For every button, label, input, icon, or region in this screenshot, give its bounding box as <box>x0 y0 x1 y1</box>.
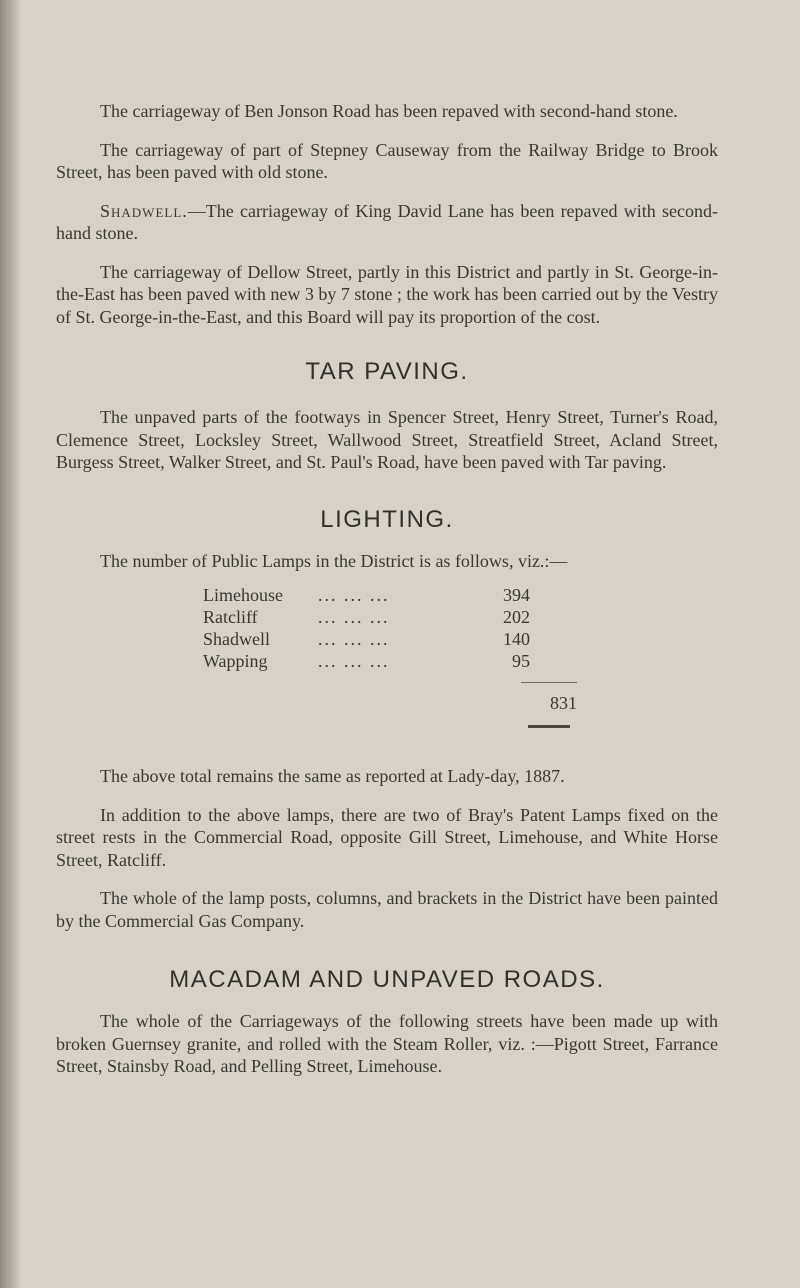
shadwell-text: —The carriageway of King David Lane has been repaved with second-hand stone. <box>56 200 718 243</box>
leader-dots: ... ... ... <box>318 607 390 627</box>
paragraph-shadwell <box>56 200 718 245</box>
table-row <box>203 606 530 628</box>
document-page <box>56 100 718 1078</box>
leader-dots: ... ... ... <box>318 651 390 671</box>
lamp-count: 95 <box>512 651 530 671</box>
leader-dots: ... ... ... <box>318 585 390 605</box>
lamp-district-name: Shadwell <box>203 629 270 649</box>
page-binding-shadow <box>0 0 22 1288</box>
paragraph-ben-jonson-road: The carriageway of Ben Jonson Road has been repaved with second-hand stone. <box>100 101 678 121</box>
shadwell-lead: Shadwell. <box>100 200 188 221</box>
paragraph-lamp-posts-painted: The whole of the lamp posts, columns, and brackets in the District have been painted by the Commercial Gas Company. <box>56 888 718 931</box>
paragraph-macadam: The whole of the Carriageways of the following streets have been made up with broken Guernsey granite, and rolled with the Steam Roller, viz. :—Pigott Street, Farrance Street, Stainsby Road, and Pelling Street, Limehouse. <box>56 1011 718 1076</box>
heading-lighting: LIGHTING. <box>320 505 454 533</box>
lamp-district-name: Ratcliff <box>203 607 258 627</box>
paragraph-lighting-intro: The number of Public Lamps in the District is as follows, viz.:— <box>100 550 568 571</box>
lamp-total-block <box>521 682 577 728</box>
table-row <box>203 628 530 650</box>
lamp-district-name: Limehouse <box>203 585 283 605</box>
paragraph-dellow-street: The carriageway of Dellow Street, partly in this District and partly in St. George-in-the-East has been paved with new 3 by 7 stone ; the work has been carried out by the Vestry of St. George-in-the-East, and this Board will pay its proportion of the cost. <box>56 261 718 327</box>
lamp-total: 831 <box>550 693 577 713</box>
paragraph-stepney-causeway: The carriageway of part of Stepney Causeway from the Railway Bridge to Brook Street, has been paved with old stone. <box>56 139 718 182</box>
paragraph-brays-patent-lamps: In addition to the above lamps, there are two of Bray's Patent Lamps fixed on the street rests in the Commercial Road, opposite Gill Street, Limehouse, and White Horse Street, Ratcliff. <box>56 804 718 870</box>
leader-dots: ... ... ... <box>318 629 390 649</box>
paragraph-total-remains: The above total remains the same as reported at Lady-day, 1887. <box>100 766 565 786</box>
heading-macadam: MACADAM AND UNPAVED ROADS. <box>169 966 605 993</box>
total-double-rule <box>528 725 570 728</box>
lamp-district-name: Wapping <box>203 651 268 671</box>
lamp-count: 394 <box>503 585 530 605</box>
table-row <box>203 584 530 606</box>
total-rule <box>521 682 577 683</box>
lamp-count-table <box>203 584 530 672</box>
lamp-count: 140 <box>503 629 530 649</box>
lamp-count: 202 <box>503 607 530 627</box>
table-row <box>203 650 530 672</box>
paragraph-tar-paving: The unpaved parts of the footways in Spencer Street, Henry Street, Turner's Road, Clemence Street, Locksley Street, Wallwood Street, Streatfield Street, Acland Street, Burgess Street, Walker Street, and St. Paul's Road, have been paved with Tar paving. <box>56 407 718 472</box>
heading-tar-paving: TAR PAVING. <box>305 358 469 385</box>
